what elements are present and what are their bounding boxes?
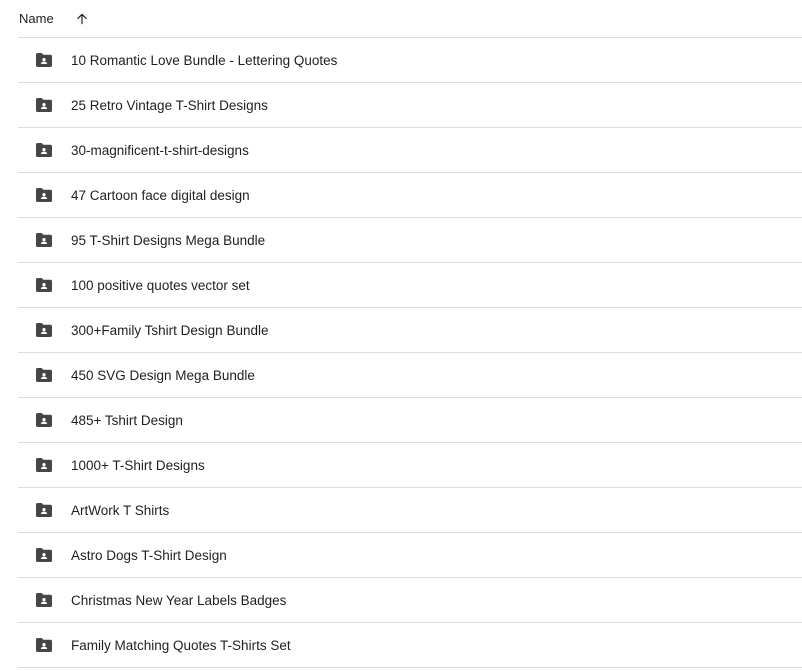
- folder-name: 485+ Tshirt Design: [71, 412, 183, 428]
- list-item[interactable]: [18, 38, 802, 83]
- list-item[interactable]: [18, 578, 802, 623]
- shared-folder-icon: [34, 410, 54, 430]
- folder-name: 1000+ T-Shirt Designs: [71, 457, 205, 473]
- folder-name: 100 positive quotes vector set: [71, 277, 250, 293]
- folder-name: 300+Family Tshirt Design Bundle: [71, 322, 269, 338]
- folder-name: 47 Cartoon face digital design: [71, 187, 250, 203]
- shared-folder-icon: [34, 230, 54, 250]
- shared-folder-icon: [34, 590, 54, 610]
- list-item[interactable]: [18, 173, 802, 218]
- list-item[interactable]: [18, 128, 802, 173]
- shared-folder-icon: [34, 635, 54, 655]
- list-item[interactable]: [18, 398, 802, 443]
- folder-name: 10 Romantic Love Bundle - Lettering Quotes: [71, 52, 338, 68]
- shared-folder-icon: [34, 95, 54, 115]
- folder-name: Christmas New Year Labels Badges: [71, 592, 287, 608]
- list-item[interactable]: [18, 353, 802, 398]
- list-item[interactable]: [18, 308, 802, 353]
- shared-folder-icon: [34, 185, 54, 205]
- folder-name: 95 T-Shirt Designs Mega Bundle: [71, 232, 266, 248]
- shared-folder-icon: [34, 50, 54, 70]
- list-item[interactable]: [18, 623, 802, 668]
- folder-name: Astro Dogs T-Shirt Design: [71, 547, 227, 563]
- folder-name: 450 SVG Design Mega Bundle: [71, 367, 255, 383]
- file-rows: [18, 38, 802, 668]
- shared-folder-icon: [34, 455, 54, 475]
- shared-folder-icon: [34, 140, 54, 160]
- name-column-header[interactable]: Name: [19, 11, 54, 26]
- folder-name: Family Matching Quotes T-Shirts Set: [71, 637, 291, 653]
- list-item[interactable]: [18, 83, 802, 128]
- shared-folder-icon: [34, 320, 54, 340]
- list-header: [18, 0, 802, 38]
- file-list: [18, 0, 802, 668]
- folder-name: 25 Retro Vintage T-Shirt Designs: [71, 97, 268, 113]
- list-item[interactable]: [18, 443, 802, 488]
- shared-folder-icon: [34, 275, 54, 295]
- shared-folder-icon: [34, 545, 54, 565]
- list-item[interactable]: [18, 488, 802, 533]
- arrow-up-icon[interactable]: [74, 11, 90, 27]
- folder-name: ArtWork T Shirts: [71, 502, 170, 518]
- shared-folder-icon: [34, 365, 54, 385]
- list-item[interactable]: [18, 218, 802, 263]
- list-item[interactable]: [18, 263, 802, 308]
- shared-folder-icon: [34, 500, 54, 520]
- folder-name: 30-magnificent-t-shirt-designs: [71, 142, 249, 158]
- list-item[interactable]: [18, 533, 802, 578]
